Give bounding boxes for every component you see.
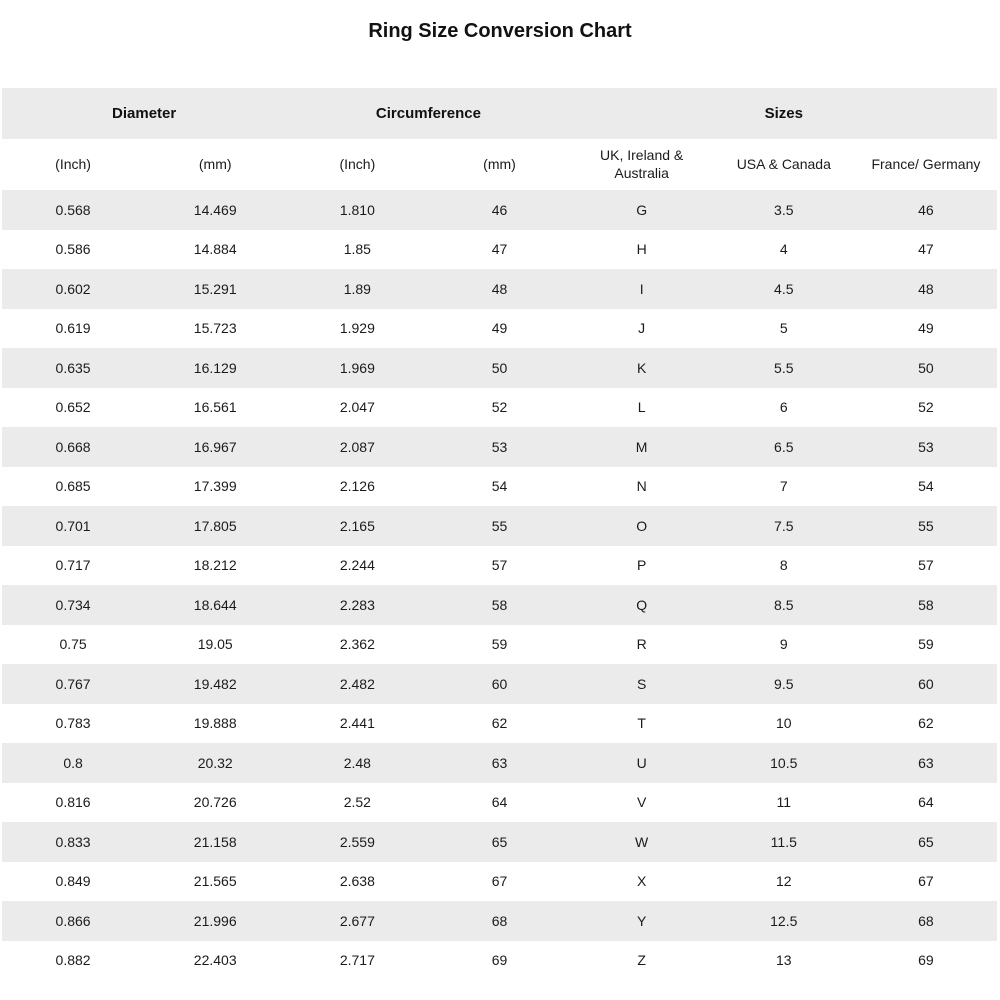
table-cell: 0.668 bbox=[2, 427, 144, 467]
table-cell: 0.652 bbox=[2, 388, 144, 428]
table-cell: 46 bbox=[428, 190, 570, 230]
table-cell: 16.967 bbox=[144, 427, 286, 467]
table-cell: 17.805 bbox=[144, 506, 286, 546]
table-cell: 0.568 bbox=[2, 190, 144, 230]
table-row bbox=[2, 822, 997, 862]
table-cell: 52 bbox=[855, 388, 997, 428]
table-cell: 11.5 bbox=[713, 822, 855, 862]
col-header-circumference-inch: (Inch) bbox=[286, 139, 428, 190]
table-cell: J bbox=[571, 309, 713, 349]
table-cell: 50 bbox=[855, 348, 997, 388]
table-cell: 1.810 bbox=[286, 190, 428, 230]
table-cell: G bbox=[571, 190, 713, 230]
table-cell: 47 bbox=[855, 230, 997, 270]
table-cell: 0.586 bbox=[2, 230, 144, 270]
table-cell: 0.767 bbox=[2, 664, 144, 704]
table-row bbox=[2, 625, 997, 665]
table-cell: 1.929 bbox=[286, 309, 428, 349]
table-row bbox=[2, 783, 997, 823]
table-cell: 49 bbox=[855, 309, 997, 349]
table-cell: 68 bbox=[428, 901, 570, 941]
table-cell: 53 bbox=[855, 427, 997, 467]
table-cell: 10 bbox=[713, 704, 855, 744]
table-cell: 2.638 bbox=[286, 862, 428, 902]
table-cell: S bbox=[571, 664, 713, 704]
table-cell: 3.5 bbox=[713, 190, 855, 230]
table-cell: 13 bbox=[713, 941, 855, 981]
table-cell: 12 bbox=[713, 862, 855, 902]
table-cell: 64 bbox=[428, 783, 570, 823]
table-cell: 60 bbox=[855, 664, 997, 704]
table-row bbox=[2, 585, 997, 625]
table-cell: 0.685 bbox=[2, 467, 144, 507]
table-row bbox=[2, 269, 997, 309]
group-header-circumference: Circumference bbox=[286, 88, 570, 139]
table-cell: 57 bbox=[428, 546, 570, 586]
table-cell: 1.969 bbox=[286, 348, 428, 388]
table-row bbox=[2, 348, 997, 388]
table-cell: 0.8 bbox=[2, 743, 144, 783]
table-cell: 48 bbox=[428, 269, 570, 309]
table-cell: 0.701 bbox=[2, 506, 144, 546]
table-cell: 19.05 bbox=[144, 625, 286, 665]
table-cell: 55 bbox=[855, 506, 997, 546]
table-cell: V bbox=[571, 783, 713, 823]
table-cell: 2.441 bbox=[286, 704, 428, 744]
table-cell: 6.5 bbox=[713, 427, 855, 467]
group-header-diameter: Diameter bbox=[2, 88, 286, 139]
table-cell: 14.884 bbox=[144, 230, 286, 270]
table-row bbox=[2, 743, 997, 783]
table-cell: O bbox=[571, 506, 713, 546]
col-header-france-germany: France/ Germany bbox=[855, 139, 997, 190]
table-cell: 22.403 bbox=[144, 941, 286, 981]
table-cell: 7 bbox=[713, 467, 855, 507]
col-header-diameter-inch: (Inch) bbox=[2, 139, 144, 190]
table-cell: 4.5 bbox=[713, 269, 855, 309]
table-cell: 63 bbox=[428, 743, 570, 783]
table-cell: 19.888 bbox=[144, 704, 286, 744]
table-cell: Y bbox=[571, 901, 713, 941]
table-cell: 5 bbox=[713, 309, 855, 349]
table-cell: 55 bbox=[428, 506, 570, 546]
table-cell: 53 bbox=[428, 427, 570, 467]
table-cell: 64 bbox=[855, 783, 997, 823]
table-cell: 54 bbox=[428, 467, 570, 507]
table-cell: 2.52 bbox=[286, 783, 428, 823]
table-cell: 15.723 bbox=[144, 309, 286, 349]
table-cell: 12.5 bbox=[713, 901, 855, 941]
table-cell: 8 bbox=[713, 546, 855, 586]
table-row bbox=[2, 941, 997, 981]
table-cell: H bbox=[571, 230, 713, 270]
table-cell: 0.866 bbox=[2, 901, 144, 941]
table-cell: 2.165 bbox=[286, 506, 428, 546]
table-cell: 59 bbox=[855, 625, 997, 665]
table-cell: K bbox=[571, 348, 713, 388]
table-cell: 10.5 bbox=[713, 743, 855, 783]
table-cell: 2.283 bbox=[286, 585, 428, 625]
table-row bbox=[2, 230, 997, 270]
table-cell: 15.291 bbox=[144, 269, 286, 309]
table-cell: 54 bbox=[855, 467, 997, 507]
table-cell: 2.482 bbox=[286, 664, 428, 704]
table-cell: R bbox=[571, 625, 713, 665]
table-cell: 9.5 bbox=[713, 664, 855, 704]
table-cell: I bbox=[571, 269, 713, 309]
table-cell: 18.644 bbox=[144, 585, 286, 625]
table-cell: 21.996 bbox=[144, 901, 286, 941]
table-cell: 5.5 bbox=[713, 348, 855, 388]
table-cell: 50 bbox=[428, 348, 570, 388]
page-title: Ring Size Conversion Chart bbox=[368, 20, 632, 42]
table-cell: 17.399 bbox=[144, 467, 286, 507]
table-cell: 65 bbox=[428, 822, 570, 862]
table-cell: 62 bbox=[428, 704, 570, 744]
table-row bbox=[2, 546, 997, 586]
group-header-sizes: Sizes bbox=[571, 88, 997, 139]
table-cell: 7.5 bbox=[713, 506, 855, 546]
table-cell: T bbox=[571, 704, 713, 744]
table-cell: 2.244 bbox=[286, 546, 428, 586]
table-cell: 48 bbox=[855, 269, 997, 309]
table-cell: 2.047 bbox=[286, 388, 428, 428]
table-cell: 2.362 bbox=[286, 625, 428, 665]
table-cell: 68 bbox=[855, 901, 997, 941]
table-cell: 2.677 bbox=[286, 901, 428, 941]
table-cell: 0.816 bbox=[2, 783, 144, 823]
table-row bbox=[2, 388, 997, 428]
table-cell: 0.75 bbox=[2, 625, 144, 665]
table-cell: L bbox=[571, 388, 713, 428]
table-cell: 0.882 bbox=[2, 941, 144, 981]
table-header bbox=[2, 88, 997, 190]
table-cell: 69 bbox=[428, 941, 570, 981]
table-cell: 14.469 bbox=[144, 190, 286, 230]
table-cell: 0.734 bbox=[2, 585, 144, 625]
table-cell: 20.32 bbox=[144, 743, 286, 783]
table-cell: 1.89 bbox=[286, 269, 428, 309]
table-cell: P bbox=[571, 546, 713, 586]
table-cell: 1.85 bbox=[286, 230, 428, 270]
table-cell: 4 bbox=[713, 230, 855, 270]
table-cell: 58 bbox=[855, 585, 997, 625]
table-row bbox=[2, 190, 997, 230]
table-cell: 21.565 bbox=[144, 862, 286, 902]
table-cell: Z bbox=[571, 941, 713, 981]
col-header-circumference-mm: (mm) bbox=[428, 139, 570, 190]
ring-size-conversion-table bbox=[2, 88, 997, 980]
table-cell: X bbox=[571, 862, 713, 902]
col-header-usa-canada: USA & Canada bbox=[713, 139, 855, 190]
table-cell: Q bbox=[571, 585, 713, 625]
table-cell: 8.5 bbox=[713, 585, 855, 625]
table-cell: 49 bbox=[428, 309, 570, 349]
table-cell: W bbox=[571, 822, 713, 862]
table-cell: 0.783 bbox=[2, 704, 144, 744]
table-cell: 0.717 bbox=[2, 546, 144, 586]
table-cell: 0.833 bbox=[2, 822, 144, 862]
column-header-row bbox=[2, 139, 997, 190]
table-cell: 19.482 bbox=[144, 664, 286, 704]
table-row bbox=[2, 664, 997, 704]
table-cell: 62 bbox=[855, 704, 997, 744]
table-cell: 63 bbox=[855, 743, 997, 783]
col-header-uk-ireland-australia: UK, Ireland & Australia bbox=[571, 139, 713, 190]
table-cell: 2.717 bbox=[286, 941, 428, 981]
table-cell: 11 bbox=[713, 783, 855, 823]
table-cell: 69 bbox=[855, 941, 997, 981]
table-cell: 0.619 bbox=[2, 309, 144, 349]
table-cell: 0.602 bbox=[2, 269, 144, 309]
table-cell: 59 bbox=[428, 625, 570, 665]
table-row bbox=[2, 467, 997, 507]
table-cell: 65 bbox=[855, 822, 997, 862]
table-cell: 20.726 bbox=[144, 783, 286, 823]
table-cell: 2.48 bbox=[286, 743, 428, 783]
table-cell: 52 bbox=[428, 388, 570, 428]
table-cell: 9 bbox=[713, 625, 855, 665]
table-cell: 67 bbox=[855, 862, 997, 902]
table-row bbox=[2, 901, 997, 941]
table-row bbox=[2, 506, 997, 546]
table-cell: 6 bbox=[713, 388, 855, 428]
table-row bbox=[2, 427, 997, 467]
table-cell: 2.126 bbox=[286, 467, 428, 507]
table-body bbox=[2, 190, 997, 980]
table-cell: 46 bbox=[855, 190, 997, 230]
table-cell: 67 bbox=[428, 862, 570, 902]
table-row bbox=[2, 309, 997, 349]
table-row bbox=[2, 862, 997, 902]
table-cell: 2.559 bbox=[286, 822, 428, 862]
table-cell: 21.158 bbox=[144, 822, 286, 862]
table-cell: 0.635 bbox=[2, 348, 144, 388]
table-row bbox=[2, 704, 997, 744]
table-cell: 47 bbox=[428, 230, 570, 270]
table-cell: 16.129 bbox=[144, 348, 286, 388]
table-cell: U bbox=[571, 743, 713, 783]
table-cell: 16.561 bbox=[144, 388, 286, 428]
group-header-row bbox=[2, 88, 997, 139]
table-cell: 58 bbox=[428, 585, 570, 625]
table-cell: 0.849 bbox=[2, 862, 144, 902]
col-header-diameter-mm: (mm) bbox=[144, 139, 286, 190]
table-cell: 60 bbox=[428, 664, 570, 704]
table-cell: 2.087 bbox=[286, 427, 428, 467]
table-cell: N bbox=[571, 467, 713, 507]
table-cell: M bbox=[571, 427, 713, 467]
table-cell: 18.212 bbox=[144, 546, 286, 586]
table-cell: 57 bbox=[855, 546, 997, 586]
